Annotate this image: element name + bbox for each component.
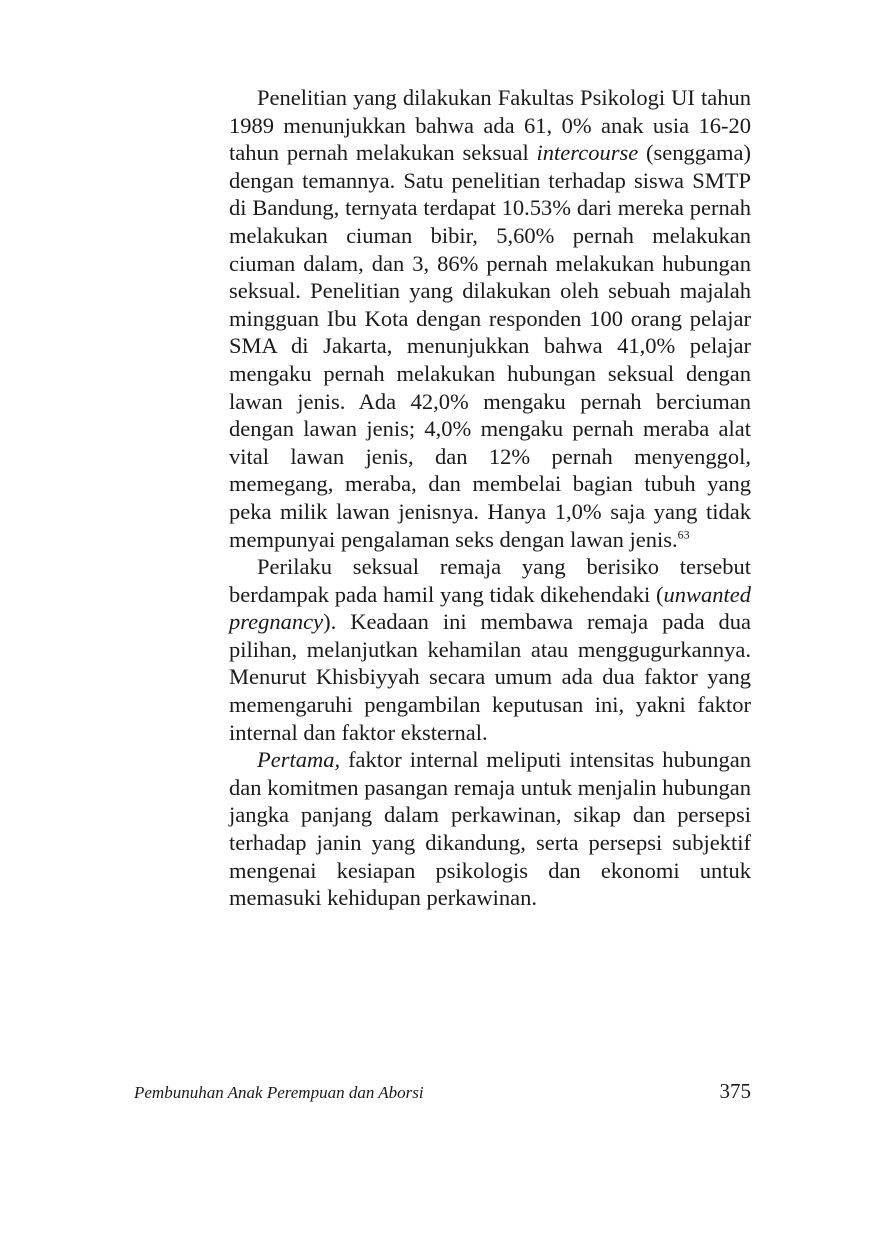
page-footer — [134, 1079, 751, 1107]
text-run: (senggama) dengan temannya. Satu penelitian terhadap siswa SMTP di Bandung, ternyata terdapat 10.53% dari mereka pernah melakukan ciuman bibir, 5,60% pernah melakukan ciuman dalam, dan 3, 86% pernah melakukan hubungan seksual. Penelitian yang dilakukan oleh sebuah majalah mingguan Ibu Kota dengan responden 100 orang pelajar SMA di Jakarta, menunjukkan bahwa 41,0% pelajar mengaku pernah melakukan hubungan seksual dengan lawan jenis. Ada 42,0% mengaku pernah berciuman dengan lawan jenis; 4,0% mengaku pernah meraba alat vital lawan jenis, dan 12% pernah menyenggol, memegang, meraba, dan membelai bagian tubuh yang peka milik lawan jenisnya. Hanya 1,0% saja yang tidak mempunyai pengalaman seks dengan lawan jenis. — [229, 140, 752, 552]
paragraph-2 — [229, 553, 751, 746]
text-run: ). Keadaan ini membawa remaja pada dua pilihan, melanjutkan kehamilan atau menggugurkannya. Menurut Khisbiyyah secara umum ada dua faktor yang memengaruhi pengambilan keputusan ini, yakni faktor internal dan faktor eksternal. — [229, 609, 751, 745]
paragraph-3 — [229, 746, 751, 912]
footnote-marker[interactable]: 63 — [677, 527, 690, 541]
paragraph-1 — [229, 84, 751, 553]
body-text — [229, 84, 751, 912]
running-title: Pembunuhan Anak Perempuan dan Aborsi — [134, 1083, 424, 1102]
text-run: Perilaku seksual remaja yang berisiko tersebut berdampak pada hamil yang tidak dikehendaki ( — [229, 554, 751, 607]
text-run: faktor internal meliputi intensitas hubungan dan komitmen pasangan remaja untuk menjalin hubungan jangka panjang dalam perkawinan, sikap dan persepsi terhadap janin yang dikandung, serta persepsi subjektif mengenai kesiapan psikologis dan ekonomi untuk memasuki kehidupan perkawinan. — [229, 747, 751, 911]
page-number: 375 — [719, 1079, 751, 1103]
italic-term: Pertama, — [257, 747, 341, 773]
italic-term: intercourse — [536, 140, 639, 166]
text-run: Penelitian yang dilakukan Fakultas Psikologi UI tahun 1989 menunjukkan bahwa ada 61, 0% anak usia 16-20 tahun pernah melakukan seksual — [229, 85, 751, 166]
italic-term: unwanted pregnancy — [229, 581, 751, 635]
